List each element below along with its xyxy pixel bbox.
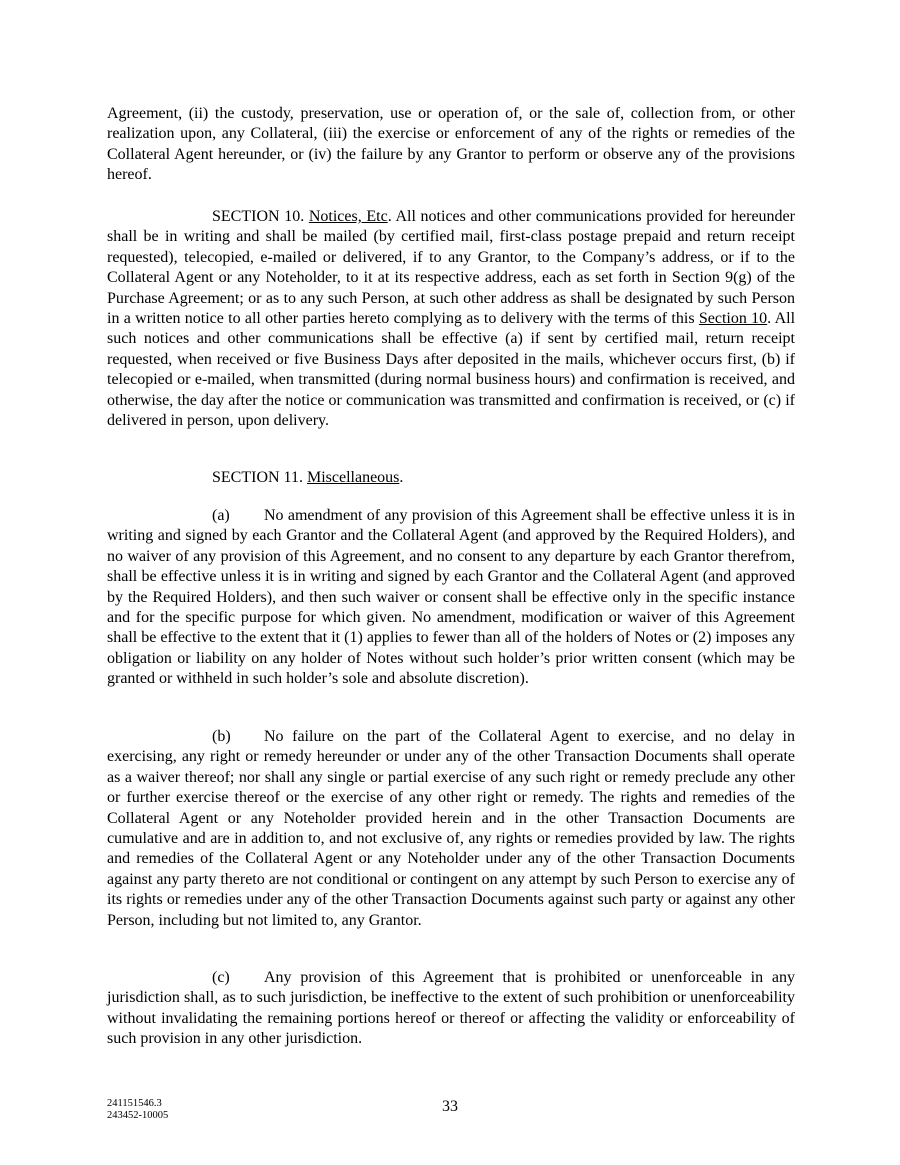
subsection-b-text: No failure on the part of the Collateral Agent to exercise, and no delay in exercising, any right or remedy hereunder or under any of the other Transaction Documents shall operate as a waiver thereof; nor shall any single or partial exercise of any such right or remedy preclude any other or further exercise thereof or the exercise of any other right or remedy. The rights and remedies of the Collateral Agent or any Noteholder provided herein and in the other Transaction Documents are cumulative and are in addition to, and not exclusive of, any rights or remedies provided by law. The rights and remedies of the Collateral Agent or any Noteholder under any of the other Transaction Documents against any party thereto are not conditional or contingent on any attempt by such Person to exercise any of its rights or remedies under any of the other Transaction Documents against such party or against any other Person, including but not limited to, any Grantor.: [107, 728, 795, 929]
section-11-heading-line: [107, 468, 795, 488]
section-10-heading-suffix: .: [387, 208, 392, 225]
section-11-heading: Miscellaneous: [306, 469, 400, 486]
section-10-heading: Notices, Etc: [308, 208, 388, 225]
subsection-c-text: Any provision of this Agreement that is prohibited or unenforceable in any jurisdiction shall, as to such jurisdiction, be ineffective to the extent of such prohibition or unenforceability without invalidating the remaining portions hereof or thereof or affecting the validity or enforceability of such provision in any other jurisdiction.: [107, 969, 795, 1048]
subsection-a: [107, 506, 795, 690]
section-11-heading-suffix: .: [399, 469, 404, 486]
section-10-cross-reference: Section 10: [698, 310, 768, 328]
footer-doc-id-1: 241151546.3: [107, 1098, 162, 1109]
section-10-label: SECTION 10.: [212, 208, 305, 225]
section-10-text-b: . All such notices and other communications shall be effective (a) if sent by certified mail, return receipt requested, when received or five Business Days after deposited in the mails, whichever occurs first, (b) if telecopied or e-mailed, when transmitted (during normal business hours) and confirmation is received, and otherwise, the day after the notice or communication was transmitted and confirmation is received, or (c) if delivered in person, upon delivery.: [107, 310, 796, 430]
subsection-c: [107, 968, 795, 1050]
subsection-a-text: No amendment of any provision of this Agreement shall be effective unless it is in writing and signed by each Grantor and the Collateral Agent (and approved by the Required Holders), and no waiver of any provision of this Agreement, and no consent to any departure by each Grantor therefrom, shall be effective unless it is in writing and signed by each Grantor and the Collateral Agent (and approved by the Required Holders), and then such waiver or consent shall be effective only in the specific instance and for the specific purpose for which given. No amendment, modification or waiver of this Agreement shall be effective to the extent that it (1) applies to fewer than all of the holders of Notes or (2) imposes any obligation or liability on any holder of Notes without such holder’s prior written consent (which may be granted or withheld in such holder’s sole and absolute discretion).: [107, 507, 795, 688]
subsection-b-label: (b): [212, 728, 231, 745]
section-10-text-a: All notices and other communications provided for hereunder shall be in writing and shall be mailed (by certified mail, first-class postage prepaid and return receipt requested), telecopied, e-mailed or delivered, if to any Grantor, to the Company’s address, or if to the Collateral Agent or any Noteholder, to it at its respective address, each as set forth in Section 9(g) of the Purchase Agreement; or as to any such Person, at such other address as shall be designated by such Person in a written notice to all other parties hereto complying as to delivery with the terms of this: [107, 208, 795, 328]
subsection-a-label: (a): [212, 507, 230, 524]
subsection-b: [107, 727, 795, 931]
page-number: 33: [442, 1098, 458, 1115]
section-10-paragraph: [107, 207, 795, 431]
subsection-c-label: (c): [212, 969, 230, 986]
footer-doc-id-2: 243452-10005: [107, 1110, 169, 1121]
section-11-label: SECTION 11.: [212, 469, 303, 486]
paragraph-continuation: Agreement, (ii) the custody, preservation, use or operation of, or the sale of, collection from, or other realization upon, any Collateral, (iii) the exercise or enforcement of any of the rights or remedies of the Collateral Agent hereunder, or (iv) the failure by any Grantor to perform or observe any of the provisions hereof.: [107, 105, 795, 184]
